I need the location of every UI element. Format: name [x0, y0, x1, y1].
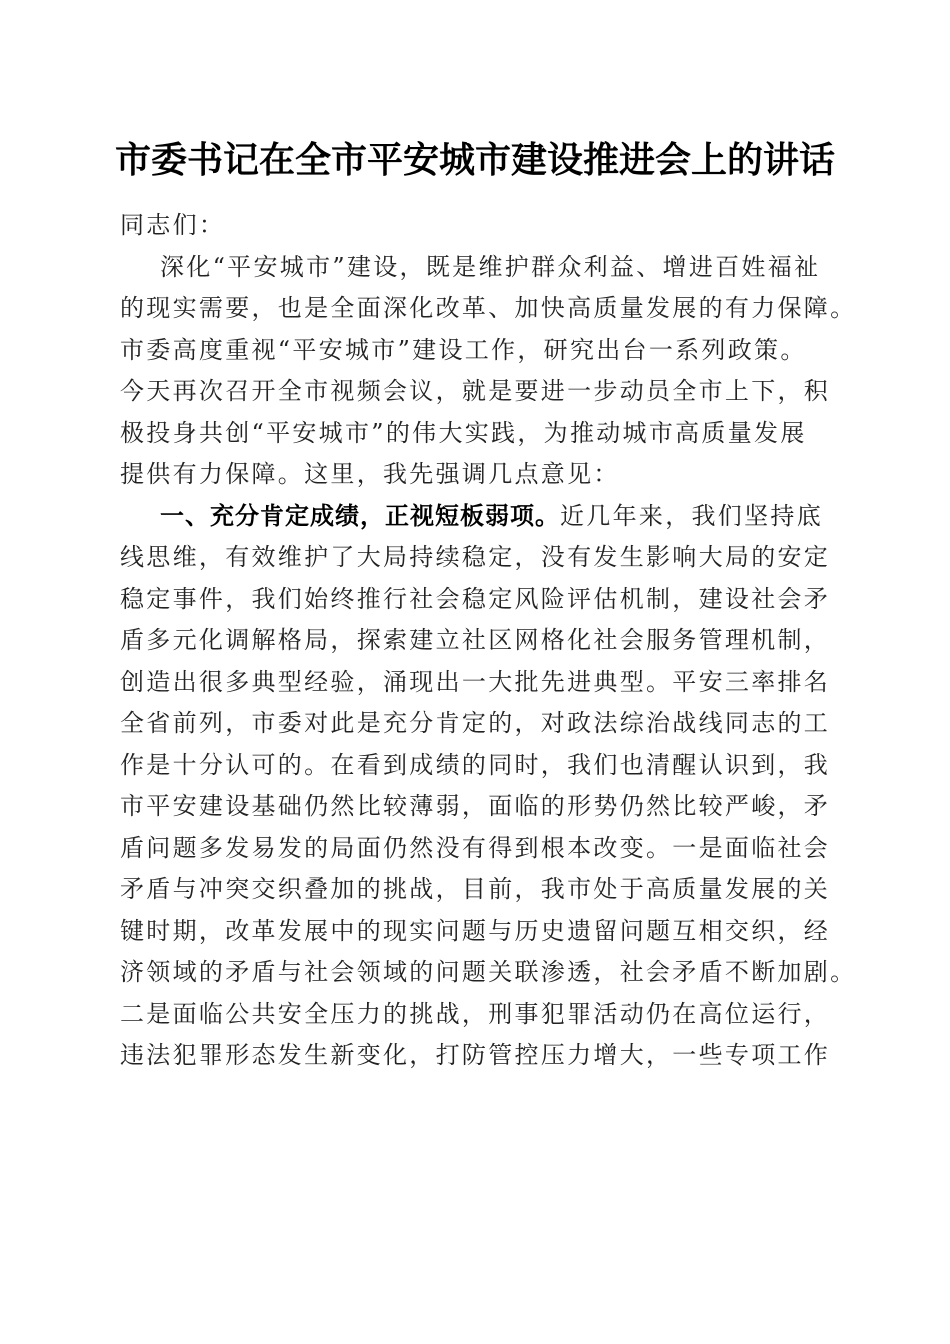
salutation: 同志们：: [120, 211, 226, 239]
paragraph-line: 市委高度重视“平安城市”建设工作，研究出台一系列政策。: [120, 335, 807, 364]
paragraph-line: 创造出很多典型经验，涌现出一大批先进典型。平安三率排名: [120, 667, 831, 696]
paragraph-line: 全省前列，市委对此是充分肯定的，对政法综治战线同志的工: [120, 709, 831, 737]
paragraph-line: 市平安建设基础仍然比较薄弱，面临的形势仍然比较严峻，矛: [120, 792, 831, 820]
paragraph-line: 矛盾与冲突交织叠加的挑战，目前，我市处于高质量发展的关: [120, 875, 831, 903]
paragraph-line: 二是面临公共安全压力的挑战，刑事犯罪活动仍在高位运行，: [120, 999, 831, 1028]
paragraph-line: 稳定事件，我们始终推行社会稳定风险评估机制，建设社会矛: [120, 584, 831, 613]
paragraph-line: 线思维，有效维护了大局持续稳定，没有发生影响大局的安定: [120, 543, 831, 571]
document-title: 市委书记在全市平安城市建设推进会上的讲话: [114, 139, 835, 181]
document-body: [120, 205, 857, 1077]
paragraph-line: 违法犯罪形态发生新变化，打防管控压力增大，一些专项工作: [120, 1041, 831, 1069]
paragraph-line: 作是十分认可的。在看到成绩的同时，我们也清醒认识到，我: [120, 750, 831, 779]
paragraph-line: 盾问题多发易发的局面仍然没有得到根本改变。一是面临社会: [120, 833, 831, 862]
section-first-line: [120, 496, 840, 538]
section-heading: 一、充分肯定成绩，正视短板弱项。: [160, 501, 560, 530]
paragraph-line: 深化“平安城市”建设，既是维护群众利益、增进百姓福祉: [160, 252, 821, 281]
paragraph-line: 的现实需要，也是全面深化改革、加快高质量发展的有力保障。: [120, 294, 857, 322]
paragraph-line: 济领域的矛盾与社会领域的问题关联渗透，社会矛盾不断加剧。: [120, 958, 857, 986]
section-text: 近几年来，我们坚持底: [560, 501, 823, 530]
paragraph-line: 盾多元化调解格局，探索建立社区网格化社会服务管理机制，: [120, 626, 831, 654]
paragraph-line: 键时期，改革发展中的现实问题与历史遗留问题互相交织，经: [120, 916, 831, 945]
paragraph-line: 极投身共创“平安城市”的伟大实践，为推动城市高质量发展: [120, 418, 807, 447]
paragraph-line: 提供有力保障。这里，我先强调几点意见：: [120, 460, 620, 488]
paragraph-line: 今天再次召开全市视频会议，就是要进一步动员全市上下，积: [120, 377, 831, 405]
